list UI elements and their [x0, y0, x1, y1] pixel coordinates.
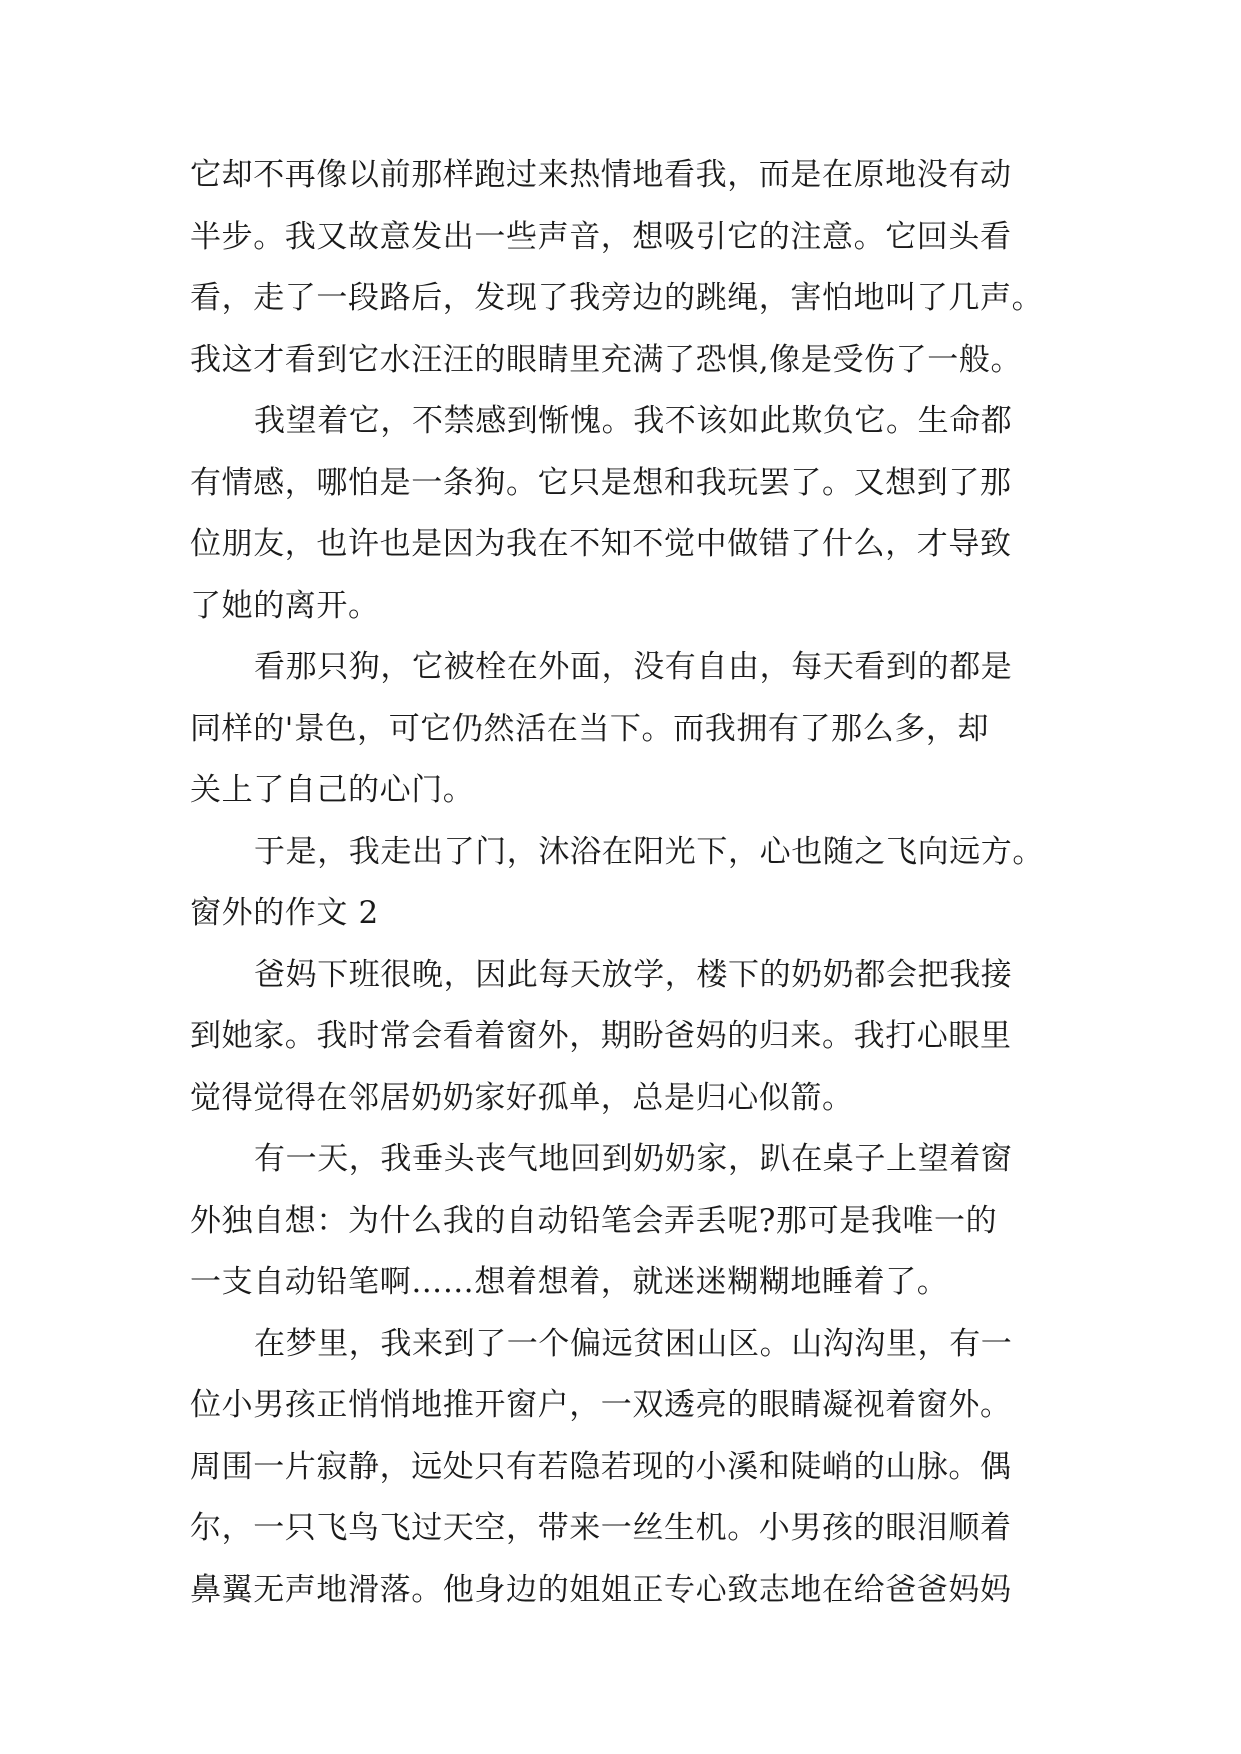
paragraph-first-line: 在梦里，我来到了一个偏远贫困山区。山沟沟里，有一 [254, 1325, 1013, 1362]
paragraph-first-line: 看那只狗，它被栓在外面，没有自由，每天看到的都是 [254, 649, 1013, 685]
text-line: 同样的'景色，可它仍然活在当下。而我拥有了那么多，却 [190, 710, 990, 747]
text-line: 有情感，哪怕是一条狗。它只是想和我玩罢了。又想到了那 [190, 464, 1012, 501]
text-line: 关上了自己的心门。 [190, 772, 475, 808]
paragraph-first-line: 我望着它，不禁感到惭愧。我不该如此欺负它。生命都 [254, 403, 1013, 439]
text-line: 了她的离开。 [190, 587, 380, 624]
paragraph-first-line: 爸妈下班很晚，因此每天放学，楼下的奶奶都会把我接 [254, 956, 1013, 993]
text-line: 鼻翼无声地滑落。他身边的姐姐正专心致志地在给爸爸妈妈 [190, 1571, 1012, 1608]
text-line: 外独自想：为什么我的自动铅笔会弄丢呢?那可是我唯一的 [190, 1202, 998, 1239]
text-line: 到她家。我时常会看着窗外，期盼爸妈的归来。我打心眼里 [190, 1018, 1012, 1054]
text-line: 看，走了一段路后，发现了我旁边的跳绳，害怕地叫了几声。 [190, 280, 1044, 316]
text-line: 一支自动铅笔啊……想着想着，就迷迷糊糊地睡着了。 [190, 1264, 949, 1300]
section-heading: 窗外的作文 2 [190, 895, 379, 931]
body-text [190, 145, 1070, 1621]
text-line: 我这才看到它水汪汪的眼睛里充满了恐惧,像是受伤了一般。 [190, 341, 1023, 378]
paragraph-first-line: 有一天，我垂头丧气地回到奶奶家，趴在桌子上望着窗 [254, 1141, 1013, 1177]
text-line: 半步。我又故意发出一些声音，想吸引它的注意。它回头看 [190, 218, 1012, 255]
paragraph-first-line: 于是，我走出了门，沐浴在阳光下，心也随之飞向远方。 [254, 833, 1044, 870]
text-line: 尔，一只飞鸟飞过天空，带来一丝生机。小男孩的眼泪顺着 [190, 1510, 1012, 1546]
text-line: 周围一片寂静，远处只有若隐若现的小溪和陡峭的山脉。偶 [190, 1448, 1012, 1485]
text-line: 位小男孩正悄悄地推开窗户，一双透亮的眼睛凝视着窗外。 [190, 1387, 1012, 1423]
text-line: 位朋友，也许也是因为我在不知不觉中做错了什么，才导致 [190, 526, 1012, 562]
text-line: 它却不再像以前那样跑过来热情地看我，而是在原地没有动 [190, 157, 1012, 193]
text-line: 觉得觉得在邻居奶奶家好孤单，总是归心似箭。 [190, 1079, 854, 1116]
